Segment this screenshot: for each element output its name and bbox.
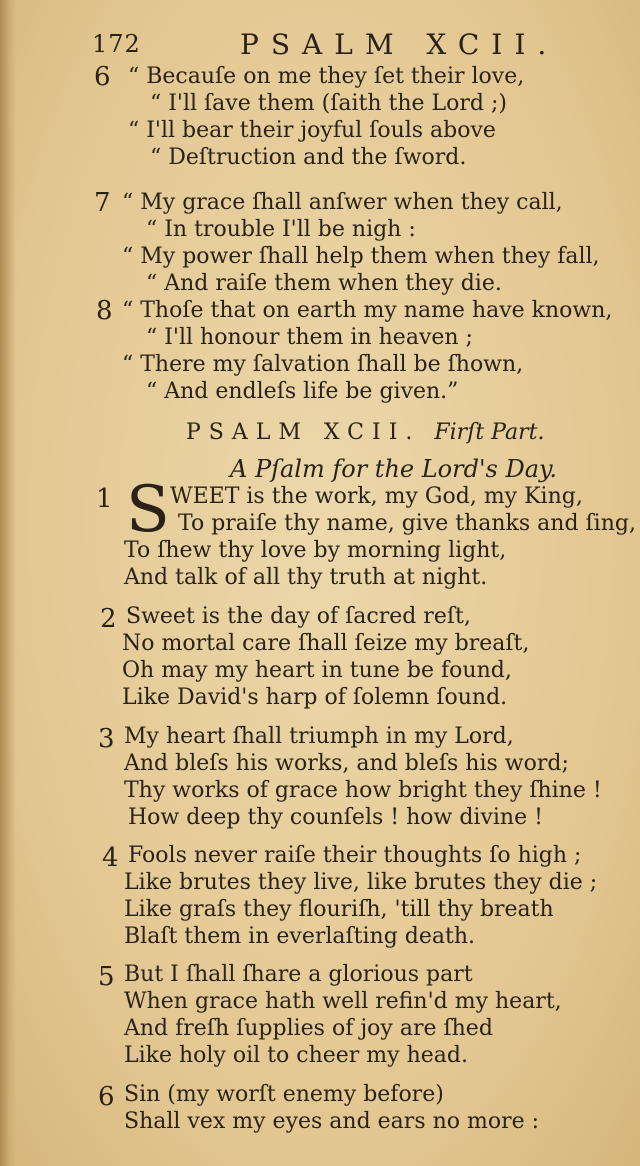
verse-line: And bleſs his works, and bleſs his word; [124,751,569,776]
verse-number: 8 [96,296,113,326]
verse-line: And talk of all thy truth at night. [124,565,488,590]
verse-line: Sin (my worſt enemy before) [124,1082,444,1107]
verse-line: To praiſe thy name, give thanks and ſing, [178,511,636,536]
verse-line: “ Deſtruction and the ſword. [150,145,467,170]
part-label: Firſt Part. [434,420,545,445]
verse-line: But I ſhall ſhare a glorious part [124,962,473,987]
verse-line: No mortal care ſhall ſeize my breaſt, [122,631,530,656]
verse-line: Fools never raiſe their thoughts ſo high ; [128,843,582,868]
verse-line: How deep thy counſels ! how divine ! [128,805,543,830]
verse-number: 4 [102,843,119,873]
verse-line: Like brutes they live, like brutes they die ; [124,870,598,895]
verse-line: Oh may my heart in tune be found, [122,658,512,683]
verse-line: “ My grace ſhall anſwer when they call, [122,190,563,215]
verse-line: When grace hath well refin'd my heart, [124,989,562,1014]
psalm-subtitle: A Pſalm for the Lord's Day. [230,455,558,483]
verse-line: “ And raiſe them when they die. [146,271,502,296]
verse-number: 7 [94,188,111,218]
verse-line: “ Becauſe on me they ſet their love, [128,64,525,89]
verse-number: 6 [98,1082,115,1112]
psalm-heading: PSALM XCII. [186,420,421,445]
verse-number: 3 [98,724,115,754]
verse-line: My heart ſhall triumph in my Lord, [124,724,514,749]
verse-number: 1 [96,484,113,514]
verse-line: Like David's harp of ſolemn ſound. [122,685,508,710]
verse-line: “ In trouble I'll be nigh : [146,217,416,242]
page-number: 172 [92,30,141,58]
verse-line: Sweet is the day of ſacred reſt, [126,604,471,629]
verse-line: To ſhew thy love by morning light, [124,538,507,563]
verse-line: Blaſt them in everlaſting death. [124,924,476,949]
verse-line: And freſh ſupplies of joy are ſhed [124,1016,493,1041]
verse-line: Like graſs they flouriſh, 'till thy breath [124,897,554,922]
verse-line: Shall vex my eyes and ears no more : [124,1109,540,1134]
drop-cap: S [126,473,170,547]
verse-line: “ Thoſe that on earth my name have known, [122,298,613,323]
verse-line: WEET is the work, my God, my King, [170,484,583,509]
verse-number: 2 [100,604,117,634]
verse-line: “ I'll bear their joyful ſouls above [128,118,496,143]
verse-number: 5 [98,962,115,992]
verse-line: “ I'll ſave them (ſaith the Lord ;) [150,91,507,116]
verse-line: Thy works of grace how bright they ſhine ! [124,778,602,803]
verse-line: “ My power ſhall help them when they fall, [122,244,600,269]
running-head: PSALM XCII. [240,28,559,61]
verse-line: “ I'll honour them in heaven ; [146,325,473,350]
verse-number: 6 [94,62,111,92]
section-title [186,420,544,445]
verse-line: “ There my ſalvation ſhall be ſhown, [122,352,524,377]
verse-line: “ And endleſs life be given.” [146,379,459,404]
page-edge-shadow [0,0,16,1166]
verse-line: Like holy oil to cheer my head. [124,1043,468,1068]
